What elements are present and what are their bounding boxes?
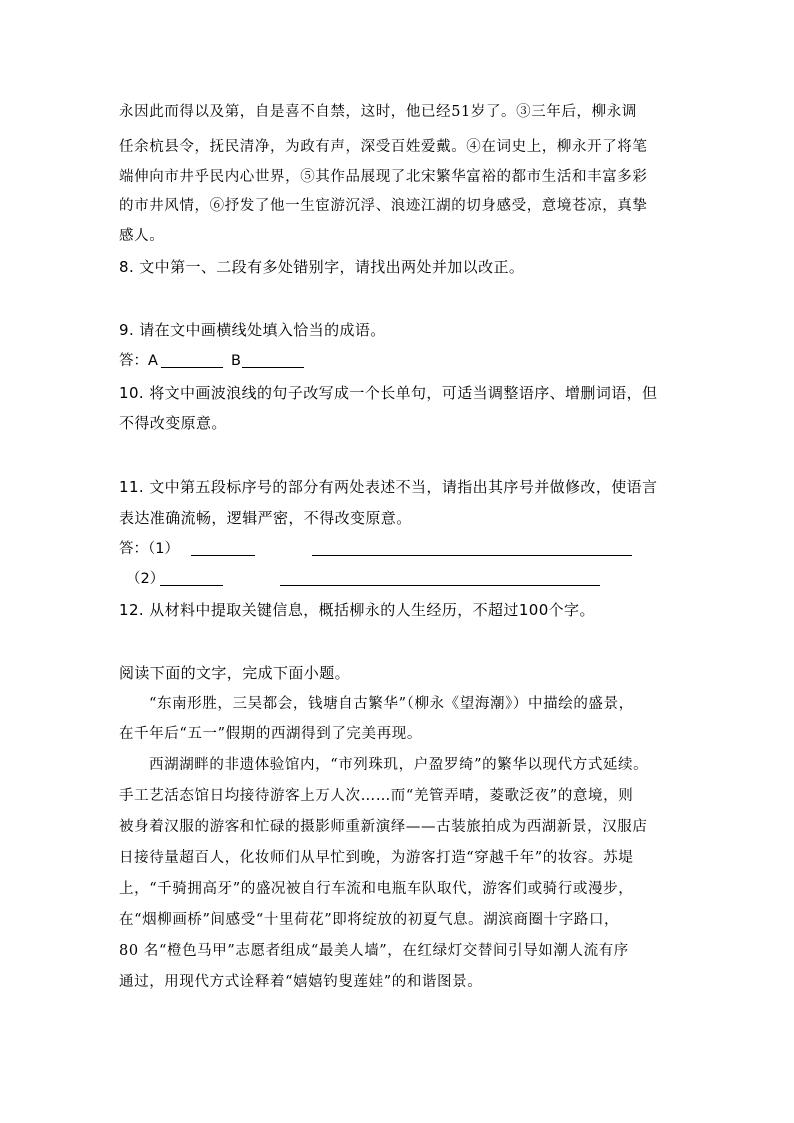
section-intro: 阅读下面的文字，完成下面小题。 — [119, 664, 351, 682]
passage-line: 端伸向市井乎民内心世界，⑤其作品展现了北宋繁华富裕的都市生活和丰富多彩 — [119, 169, 648, 185]
answer-label-2: （2） — [126, 571, 165, 587]
passage-line: 感人。 — [119, 228, 165, 244]
question-11-line: 表达准确流畅，逻辑严密，不得改变原意。 — [119, 509, 412, 527]
passage-line: 任余杭县令，抚民清净，为政有声，深受百姓爱戴。④在词史上，柳永开了将笔 — [119, 139, 648, 155]
passage-line: 80 名“橙色马甲”志愿者组成“最美人墙”，在红绿灯交替间引导如潮人流有序 — [119, 943, 629, 959]
answer-label: 答：A — [119, 353, 158, 369]
passage-line: “东南形胜，三吴都会，钱塘自古繁华”（柳永《望海潮》）中描绘的盛景， — [149, 696, 634, 712]
answer-blank-2a[interactable] — [160, 585, 223, 586]
passage-line: 在千年后“五一”假期的西湖得到了完美再现。 — [119, 726, 422, 742]
answer-blank-1a[interactable] — [191, 555, 255, 556]
question-8: 8. 文中第一、二段有多处错别字，请找出两处并加以改正。 — [119, 258, 525, 276]
passage-line: 日接待量超百人，化妆师们从早忙到晚，为游客打造“穿越千年”的妆容。苏堤 — [119, 850, 634, 866]
question-9: 9. 请在文中画横线处填入恰当的成语。 — [119, 321, 386, 339]
passage-line: 手工艺活态馆日均接待游客上万人次……而“羌管弄晴，菱歌泛夜”的意境，则 — [119, 788, 634, 804]
answer-blank-b[interactable] — [242, 367, 304, 368]
passage-line: 在“烟柳画桥”间感受“十里荷花”即将绽放的初夏气息。湖滨商圈十字路口， — [119, 912, 620, 928]
answer-label-b: B — [231, 353, 241, 369]
question-10-line: 10. 将文中画波浪线的句子改写成一个长单句，可适当调整语序、增删词语，但 — [119, 384, 658, 402]
answer-blank-2b[interactable] — [280, 585, 600, 586]
answer-blank-1b[interactable] — [312, 555, 632, 556]
passage-line: 上，“千骑拥高牙”的盛况被自行车流和电瓶车队取代，游客们或骑行或漫步， — [119, 881, 634, 897]
passage-line: 的市井风情，⑥抒发了他一生宦游沉浮、浪迹江湖的切身感受，意境苍凉，真挚 — [119, 198, 648, 214]
question-12: 12. 从材料中提取关键信息，概括柳永的人生经历，不超过100个字。 — [119, 601, 595, 619]
passage-line: 永因此而得以及第，自是喜不自禁，这时，他已经51岁了。③三年后，柳永调 — [119, 104, 637, 120]
answer-label-1: 答：（1） — [119, 541, 179, 557]
passage-line: 通过，用现代方式诠释着“嬉嬉钓叟莲娃”的和谐图景。 — [119, 974, 483, 990]
passage-line: 西湖湖畔的非遗体验馆内，“市列珠玑，户盈罗绮”的繁华以现代方式延续。 — [149, 757, 649, 773]
passage-line: 被身着汉服的游客和忙碌的摄影师重新演绎——古装旅拍成为西湖新景，汉服店 — [119, 819, 648, 835]
answer-blank-a[interactable] — [161, 367, 223, 368]
question-11-line: 11. 文中第五段标序号的部分有两处表述不当，请指出其序号并做修改，使语言 — [119, 478, 658, 496]
question-10-line: 不得改变原意。 — [119, 414, 227, 432]
